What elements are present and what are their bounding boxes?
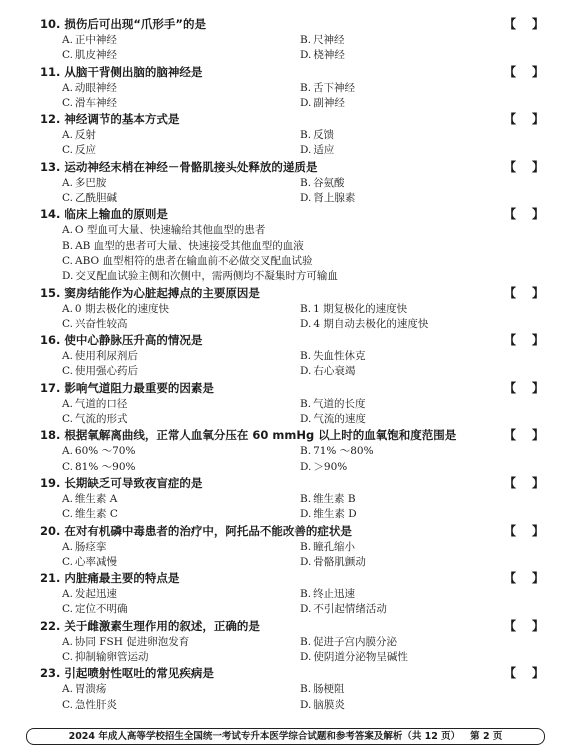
option-text: 维生素 C: [75, 508, 118, 521]
option-label: A.: [62, 34, 73, 46]
question-stem: [40, 332, 550, 349]
option-row: [40, 191, 550, 206]
question-stem-text: 21. 内脏痛最主要的特点是: [40, 571, 180, 586]
answer-option[interactable]: [40, 33, 278, 48]
answer-option[interactable]: [40, 492, 278, 507]
option-label: A.: [62, 350, 73, 363]
answer-bracket-close: 】: [531, 428, 544, 443]
answer-option[interactable]: [278, 635, 397, 650]
option-label: D.: [300, 317, 312, 330]
option-label: C.: [62, 603, 73, 616]
option-label: A.: [62, 81, 73, 94]
option-text: 滑车神经: [75, 96, 117, 109]
answer-bracket-open: 【: [504, 285, 517, 300]
answer-bracket-close: 】: [531, 523, 544, 538]
option-label: A.: [62, 397, 73, 410]
question-stem-text: 13. 运动神经末梢在神经－骨骼肌接头处释放的递质是: [40, 159, 318, 174]
page-number: 第 2 页: [470, 731, 503, 742]
option-label: D.: [300, 144, 312, 157]
option-text: 协同 FSH 促进卵泡发育: [74, 635, 190, 648]
answer-option[interactable]: [278, 176, 345, 191]
answer-bracket[interactable]: [504, 285, 544, 302]
option-text: 肌皮神经: [75, 49, 117, 62]
option-text: 桡神经: [313, 49, 345, 62]
option-row: [40, 81, 550, 96]
option-row: [40, 555, 550, 570]
option-text: 反馈: [313, 129, 335, 142]
option-text: 胃溃疡: [74, 683, 107, 696]
question-list: [40, 16, 550, 713]
option-text: ＞90%: [313, 460, 348, 473]
option-row: [40, 96, 550, 111]
option-text: 气道的长度: [313, 397, 366, 410]
option-label: A.: [62, 445, 73, 458]
question-stem-text: 18. 根据氧解离曲线，正常人血氧分压在 60 mmHg 以上时的血氧饱和度范围是: [40, 428, 457, 443]
option-row: [40, 48, 550, 63]
answer-bracket[interactable]: [504, 523, 544, 540]
answer-bracket[interactable]: [504, 475, 544, 492]
option-label: D.: [300, 413, 312, 426]
option-text: 不引起情绪活动: [313, 603, 387, 616]
option-row: [40, 349, 550, 364]
answer-option[interactable]: [278, 128, 334, 143]
answer-option[interactable]: [40, 302, 278, 317]
option-label: D.: [300, 698, 312, 711]
option-row: [40, 650, 550, 665]
option-label: B.: [300, 683, 312, 696]
option-text: 副神经: [313, 96, 345, 109]
option-text: O 型血可大量、快速输给其他血型的患者: [74, 224, 266, 237]
question-stem-text: 19. 长期缺乏可导致夜盲症的是: [40, 475, 203, 490]
option-row: [40, 176, 550, 191]
question-stem-text: 15. 窦房结能作为心脏起搏点的主要原因是: [40, 285, 260, 300]
option-label: C.: [62, 192, 73, 205]
question-stem-text: 17. 影响气道阻力最重要的因素是: [40, 380, 214, 395]
option-text: 维生素 A: [74, 492, 118, 505]
answer-bracket-close: 】: [531, 380, 544, 395]
answer-bracket[interactable]: [504, 16, 544, 33]
answer-option[interactable]: [40, 128, 278, 143]
option-text: 急性肝炎: [75, 698, 117, 711]
option-label: D.: [300, 555, 312, 568]
option-label: A.: [62, 540, 73, 553]
answer-option[interactable]: [278, 460, 347, 475]
option-text: 肠梗阻: [313, 683, 345, 696]
answer-option[interactable]: [278, 96, 345, 111]
answer-option[interactable]: [40, 460, 278, 475]
question-item: [40, 665, 550, 713]
option-text: 0 期去极化的速度快: [74, 302, 169, 315]
question-item: [40, 16, 550, 64]
question-item: [40, 618, 550, 666]
option-text: 使用强心药后: [75, 365, 138, 378]
answer-bracket[interactable]: [504, 111, 544, 128]
question-stem: [40, 380, 550, 397]
option-label: A.: [62, 683, 73, 696]
option-text: 反射: [74, 129, 96, 142]
answer-option[interactable]: [278, 317, 428, 332]
answer-bracket-close: 】: [531, 207, 544, 222]
question-stem-text: 11. 从脑干背侧出脑的脑神经是: [40, 64, 203, 79]
option-text: 右心衰竭: [313, 365, 356, 378]
option-label: D.: [300, 365, 312, 378]
option-label: B.: [300, 129, 312, 142]
answer-option[interactable]: [40, 635, 278, 650]
option-label: D.: [300, 460, 312, 473]
option-text: 乙酰胆碱: [75, 192, 117, 205]
option-text: 气流的速度: [313, 413, 366, 426]
option-text: 交叉配血试验主侧和次侧中，需两侧均不凝集时方可输血: [75, 270, 338, 283]
option-text: 81% ～90%: [75, 460, 136, 473]
answer-option[interactable]: [278, 650, 408, 665]
option-text: 脑膜炎: [313, 698, 345, 711]
question-item: [40, 523, 550, 571]
answer-option[interactable]: [40, 239, 550, 254]
answer-option[interactable]: [40, 223, 550, 238]
answer-bracket-close: 】: [531, 285, 544, 300]
answer-option[interactable]: [278, 540, 355, 555]
option-row: [40, 397, 550, 412]
answer-bracket-open: 【: [504, 17, 517, 31]
option-row: [40, 507, 550, 522]
answer-bracket-open: 【: [504, 333, 517, 348]
option-label: C.: [62, 317, 73, 330]
answer-option[interactable]: [40, 143, 278, 158]
option-label: D.: [300, 508, 312, 521]
option-text: 尺神经: [313, 34, 345, 46]
option-label: C.: [62, 365, 73, 378]
option-text: 肠痉挛: [74, 540, 107, 553]
option-text: 正中神经: [74, 34, 117, 46]
page-footer: [26, 728, 545, 745]
option-text: 骨骼肌颤动: [313, 555, 366, 568]
answer-option[interactable]: [278, 191, 355, 206]
answer-option[interactable]: [278, 682, 345, 697]
question-item: [40, 475, 550, 523]
question-item: [40, 570, 550, 618]
answer-option[interactable]: [278, 143, 334, 158]
answer-option[interactable]: [40, 602, 278, 617]
option-text: 反应: [75, 144, 96, 157]
option-text: 瞳孔缩小: [313, 540, 356, 553]
question-stem-text: 23. 引起喷射性呕吐的常见疾病是: [40, 666, 214, 681]
option-label: A.: [62, 224, 73, 237]
answer-option[interactable]: [278, 602, 387, 617]
answer-option[interactable]: [40, 176, 278, 191]
option-text: 适应: [313, 144, 335, 157]
answer-option[interactable]: [40, 269, 550, 284]
question-stem-text: 12. 神经调节的基本方式是: [40, 112, 180, 127]
option-label: D.: [300, 603, 312, 616]
option-row: [40, 460, 550, 475]
question-item: [40, 380, 550, 428]
option-text: 定位不明确: [75, 603, 128, 616]
question-item: [40, 206, 550, 284]
answer-option[interactable]: [40, 444, 278, 459]
option-text: 维生素 D: [313, 508, 357, 521]
option-label: C.: [62, 508, 73, 521]
answer-option[interactable]: [278, 364, 355, 379]
question-stem: [40, 523, 550, 540]
option-label: C.: [62, 651, 73, 664]
answer-bracket-close: 】: [531, 475, 544, 490]
answer-bracket-open: 【: [504, 380, 517, 395]
option-row: [40, 143, 550, 158]
answer-bracket[interactable]: [504, 427, 544, 444]
question-stem: [40, 206, 550, 223]
question-item: [40, 285, 550, 333]
answer-bracket[interactable]: [504, 206, 544, 223]
answer-option[interactable]: [278, 555, 366, 570]
option-label: A.: [62, 176, 73, 189]
option-label: B.: [300, 588, 312, 601]
option-label: B.: [62, 239, 74, 252]
answer-option[interactable]: [278, 507, 357, 522]
option-text: 71% ～80%: [313, 445, 374, 458]
option-text: 舌下神经: [313, 81, 356, 94]
answer-bracket-open: 【: [504, 666, 517, 681]
option-label: A.: [62, 129, 73, 142]
option-text: 兴奋性较高: [75, 317, 128, 330]
question-item: [40, 64, 550, 112]
option-text: 抑制输卵管运动: [75, 651, 149, 664]
answer-option[interactable]: [40, 96, 278, 111]
option-row: [40, 128, 550, 143]
answer-bracket-open: 【: [504, 475, 517, 490]
answer-option[interactable]: [278, 698, 345, 713]
option-label: B.: [300, 492, 312, 505]
answer-bracket-open: 【: [504, 159, 517, 174]
answer-option[interactable]: [40, 364, 278, 379]
question-stem: [40, 16, 550, 33]
question-item: [40, 427, 550, 475]
answer-bracket-close: 】: [531, 64, 544, 79]
answer-bracket[interactable]: [504, 380, 544, 397]
option-text: 使阴道分泌物呈碱性: [313, 651, 408, 664]
answer-option[interactable]: [40, 698, 278, 713]
answer-option[interactable]: [40, 81, 278, 96]
answer-bracket[interactable]: [504, 64, 544, 81]
question-stem-text: 22. 关于雌激素生理作用的叙述，正确的是: [40, 618, 260, 633]
question-stem: [40, 427, 550, 444]
option-text: 谷氨酸: [313, 176, 345, 189]
answer-bracket-close: 】: [531, 17, 544, 31]
option-row: [40, 412, 550, 427]
answer-bracket[interactable]: [504, 159, 544, 176]
answer-option[interactable]: [278, 48, 345, 63]
option-label: C.: [62, 555, 73, 568]
answer-option[interactable]: [40, 412, 278, 427]
option-text: 多巴胺: [74, 176, 107, 189]
answer-option[interactable]: [40, 507, 278, 522]
option-label: C.: [62, 254, 73, 267]
option-label: A.: [62, 492, 73, 505]
option-row: [40, 635, 550, 650]
answer-bracket[interactable]: [504, 570, 544, 587]
option-row: [40, 698, 550, 713]
answer-option[interactable]: [40, 191, 278, 206]
answer-option[interactable]: [40, 397, 278, 412]
question-item: [40, 111, 550, 159]
answer-bracket-open: 【: [504, 571, 517, 586]
answer-option[interactable]: [278, 33, 345, 48]
question-stem-text: 14. 临床上输血的原则是: [40, 207, 168, 222]
answer-option[interactable]: [40, 349, 278, 364]
option-text: 发起迅速: [74, 588, 117, 601]
option-label: C.: [62, 144, 73, 157]
answer-bracket-open: 【: [504, 112, 517, 127]
answer-bracket-close: 】: [531, 618, 544, 633]
answer-option[interactable]: [40, 650, 278, 665]
option-label: D.: [300, 651, 312, 664]
option-text: 终止迅速: [313, 588, 356, 601]
option-label: D.: [300, 192, 312, 205]
answer-bracket-open: 【: [504, 523, 517, 538]
answer-bracket-open: 【: [504, 428, 517, 443]
option-label: D.: [300, 96, 312, 109]
option-row: [40, 317, 550, 332]
answer-option[interactable]: [278, 397, 366, 412]
option-text: 动眼神经: [74, 81, 117, 94]
question-item: [40, 159, 550, 207]
option-text: 失血性休克: [313, 350, 366, 363]
option-text: 促进子宫内膜分泌: [313, 635, 398, 648]
answer-option[interactable]: [278, 587, 355, 602]
option-text: 60% ～70%: [74, 445, 136, 458]
option-label: B.: [300, 350, 312, 363]
option-label: B.: [300, 302, 312, 315]
answer-bracket-open: 【: [504, 618, 517, 633]
option-label: D.: [300, 49, 312, 62]
answer-bracket-close: 】: [531, 571, 544, 586]
option-label: C.: [62, 460, 73, 473]
option-label: C.: [62, 96, 73, 109]
answer-option[interactable]: [40, 587, 278, 602]
option-label: A.: [62, 302, 73, 315]
option-label: B.: [300, 176, 312, 189]
answer-option[interactable]: [278, 444, 374, 459]
option-label: A.: [62, 635, 73, 648]
option-text: 气流的形式: [75, 413, 128, 426]
answer-option[interactable]: [278, 81, 355, 96]
option-text: 气道的口径: [74, 397, 128, 410]
question-stem-text: 16. 使中心静脉压升高的情况是: [40, 333, 203, 348]
answer-bracket-close: 】: [531, 112, 544, 127]
option-row: [40, 364, 550, 379]
answer-bracket-close: 】: [531, 666, 544, 681]
option-label: C.: [62, 698, 73, 711]
option-label: D.: [62, 270, 74, 283]
option-label: C.: [62, 49, 73, 62]
option-row: [40, 587, 550, 602]
option-text: 维生素 B: [313, 492, 356, 505]
answer-option[interactable]: [40, 254, 550, 269]
option-text: AB 血型的患者可大量、快速接受其他血型的血液: [75, 239, 304, 252]
answer-option[interactable]: [278, 492, 356, 507]
option-text: ABO 血型相符的患者在输血前不必做交叉配血试验: [75, 254, 313, 267]
option-row: [40, 492, 550, 507]
answer-bracket-close: 】: [531, 333, 544, 348]
footer-title: 2024 年成人高等学校招生全国统一考试专升本医学综合试题和参考答案及解析（共 12 页）: [68, 731, 461, 742]
option-label: B.: [300, 397, 312, 410]
option-text: 4 期自动去极化的速度快: [313, 317, 429, 330]
answer-option[interactable]: [278, 302, 407, 317]
option-label: B.: [300, 81, 312, 94]
question-stem: [40, 64, 550, 81]
option-label: B.: [300, 540, 312, 553]
answer-bracket[interactable]: [504, 665, 544, 682]
answer-bracket[interactable]: [504, 618, 544, 635]
option-label: B.: [300, 635, 312, 648]
question-stem: [40, 570, 550, 587]
question-stem: [40, 285, 550, 302]
question-stem: [40, 665, 550, 682]
answer-option[interactable]: [40, 48, 278, 63]
answer-option[interactable]: [278, 349, 366, 364]
option-label: B.: [300, 34, 312, 46]
question-stem: [40, 159, 550, 176]
option-row: [40, 602, 550, 617]
option-label: B.: [300, 445, 312, 458]
option-text: 肾上腺素: [313, 192, 356, 205]
question-stem: [40, 111, 550, 128]
option-row: [40, 33, 550, 48]
option-row: [40, 682, 550, 697]
option-text: 心率减慢: [75, 555, 117, 568]
answer-option[interactable]: [40, 682, 278, 697]
question-stem-text: 10. 损伤后可出现“爪形手”的是: [40, 17, 206, 31]
option-label: A.: [62, 588, 73, 601]
question-stem: [40, 618, 550, 635]
option-text: 使用利尿剂后: [74, 350, 138, 363]
option-label: C.: [62, 413, 73, 426]
answer-bracket-open: 【: [504, 64, 517, 79]
answer-bracket-close: 】: [531, 159, 544, 174]
question-stem: [40, 475, 550, 492]
question-stem-text: 20. 在对有机磷中毒患者的治疗中，阿托品不能改善的症状是: [40, 523, 352, 538]
answer-option[interactable]: [278, 412, 366, 427]
option-text: 1 期复极化的速度快: [313, 302, 408, 315]
answer-option[interactable]: [40, 317, 278, 332]
answer-bracket[interactable]: [504, 332, 544, 349]
answer-option[interactable]: [40, 555, 278, 570]
option-row: [40, 444, 550, 459]
answer-option[interactable]: [40, 540, 278, 555]
option-row: [40, 302, 550, 317]
option-row: [40, 540, 550, 555]
answer-bracket-open: 【: [504, 207, 517, 222]
question-item: [40, 332, 550, 380]
